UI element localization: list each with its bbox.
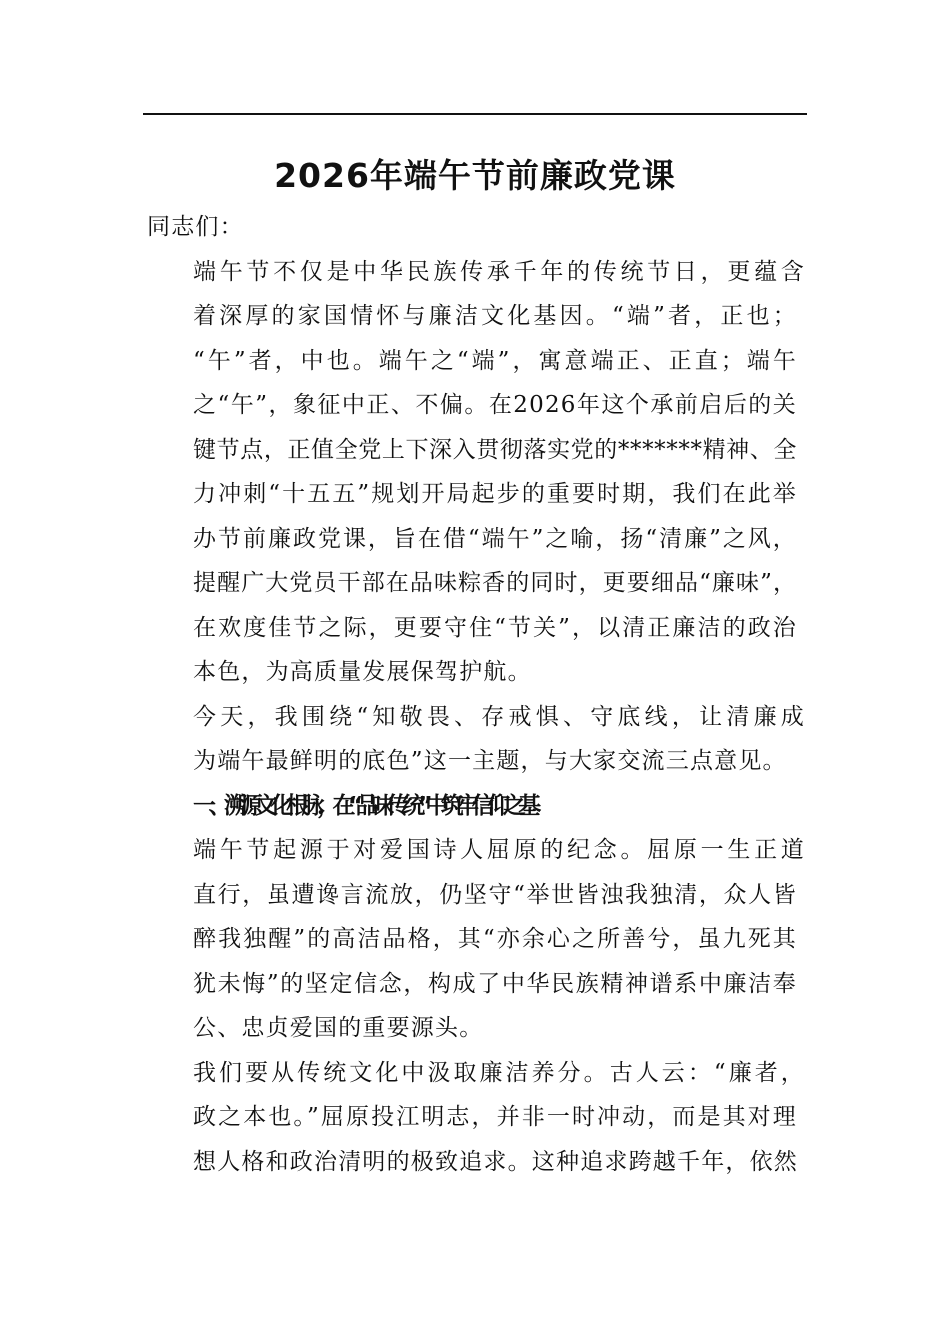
text-line: 公、忠贞爱国的重要源头。 <box>193 1015 484 1041</box>
text-line: 力冲刺“十五五”规划开局起步的重要时期，我们在此举 <box>193 481 797 507</box>
header-rule <box>143 113 807 115</box>
paragraph-section-2 <box>147 1051 797 1185</box>
section-heading <box>147 784 797 829</box>
text-line: 我们要从传统文化中汲取廉洁养分。古人云：“廉者， <box>193 1059 797 1086</box>
text-line: 直行，虽遭谗言流放，仍坚守“举世皆浊我独清，众人皆 <box>193 881 797 908</box>
text-line: 提醒广大党员干部在品味粽香的同时，更要细品“廉味”， <box>193 570 797 596</box>
text-line: 办节前廉政党课，旨在借“端午”之喻，扬“清廉”之风， <box>193 525 797 552</box>
text-line: 为端午最鲜明的底色”这一主题，与大家交流三点意见。 <box>193 748 787 774</box>
document-body <box>147 205 797 1184</box>
text-line: 一、溯源文化根脉，在“品味传统”中筑牢信仰之基 <box>193 792 534 819</box>
text-line: 犹未悔”的坚定信念，构成了中华民族精神谱系中廉洁奉 <box>193 970 797 997</box>
text-line: “午”者，中也。端午之“端”，寓意端正、正直；端午 <box>193 347 797 374</box>
text-line: 醉我独醒”的高洁品格，其“亦余心之所善兮，虽九死其 <box>193 926 797 952</box>
text-line: 着深厚的家国情怀与廉洁文化基因。“端”者，正也； <box>193 303 797 329</box>
text-line: 政之本也。”屈原投江明志，并非一时冲动，而是其对理 <box>193 1104 797 1130</box>
paragraph-theme <box>147 695 797 784</box>
paragraph-intro <box>147 250 797 695</box>
text-line: 同志们： <box>147 214 244 240</box>
text-line: 在欢度佳节之际，更要守住“节关”，以清正廉洁的政治 <box>193 614 797 641</box>
document-title: 2026年端午节前廉政党课 <box>274 156 676 195</box>
salutation <box>147 205 797 250</box>
text-line: 本色，为高质量发展保驾护航。 <box>193 659 532 685</box>
text-line: 今天，我围绕“知敬畏、存戒惧、守底线，让清廉成 <box>193 703 797 730</box>
text-line: 之“午”，象征中正、不偏。在2026年这个承前启后的关 <box>193 392 797 418</box>
text-line: 想人格和政治清明的极致追求。这种追求跨越千年，依然 <box>193 1148 798 1175</box>
text-line: 键节点，正值全党上下深入贯彻落实党的*******精神、全 <box>193 436 797 463</box>
paragraph-section-1 <box>147 828 797 1051</box>
text-line: 端午节起源于对爱国诗人屈原的纪念。屈原一生正道 <box>193 837 797 863</box>
text-line: 端午节不仅是中华民族传承千年的传统节日，更蕴含 <box>193 258 797 285</box>
